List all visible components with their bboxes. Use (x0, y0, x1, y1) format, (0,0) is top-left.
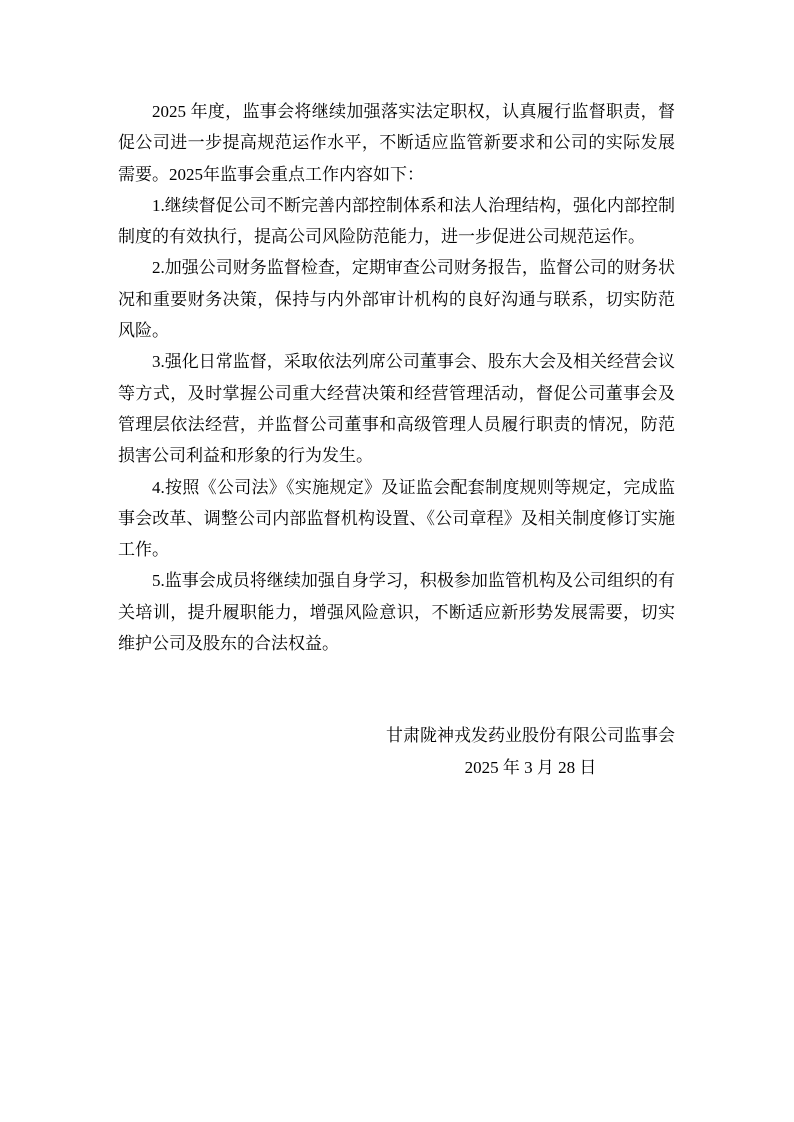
paragraph-item-1: 1.继续督促公司不断完善内部控制体系和法人治理结构，强化内部控制制度的有效执行，提高公司风险防范能力，进一步促进公司规范运作。 (118, 195, 675, 247)
paragraph-item-3: 3.强化日常监督，采取依法列席公司董事会、股东大会及相关经营会议等方式，及时掌握公司重大经营决策和经营管理活动，督促公司董事会及管理层依法经营，并监督公司董事和高级管理人员履行职责的情况，防范损害公司利益和形象的行为发生。 (118, 352, 675, 466)
signature-inner (386, 720, 675, 783)
signature-block (118, 720, 675, 783)
paragraph-item-5: 5.监事会成员将继续加强自身学习，积极参加监管机构及公司组织的有关培训，提升履职能力，增强风险意识，不断适应新形势发展需要，切实维护公司及股东的合法权益。 (118, 571, 675, 654)
document-body (118, 96, 675, 783)
signature-company-name: 甘肃陇神戎发药业股份有限公司监事会 (386, 726, 675, 746)
paragraph-item-2: 2.加强公司财务监督检查，定期审查公司财务报告，监督公司的财务状况和重要财务决策，保持与内外部审计机构的良好沟通与联系，切实防范风险。 (118, 258, 675, 341)
signature-date: 2025 年 3 月 28 日 (464, 757, 597, 777)
paragraph-item-4: 4.按照《公司法》《实施规定》及证监会配套制度规则等规定，完成监事会改革、调整公司内部监督机构设置、《公司章程》及相关制度修订实施工作。 (118, 477, 675, 560)
paragraph-intro: 2025 年度，监事会将继续加强落实法定职权，认真履行监督职责，督促公司进一步提高规范运作水平，不断适应监管新要求和公司的实际发展需要。2025年监事会重点工作内容如下： (118, 102, 675, 184)
